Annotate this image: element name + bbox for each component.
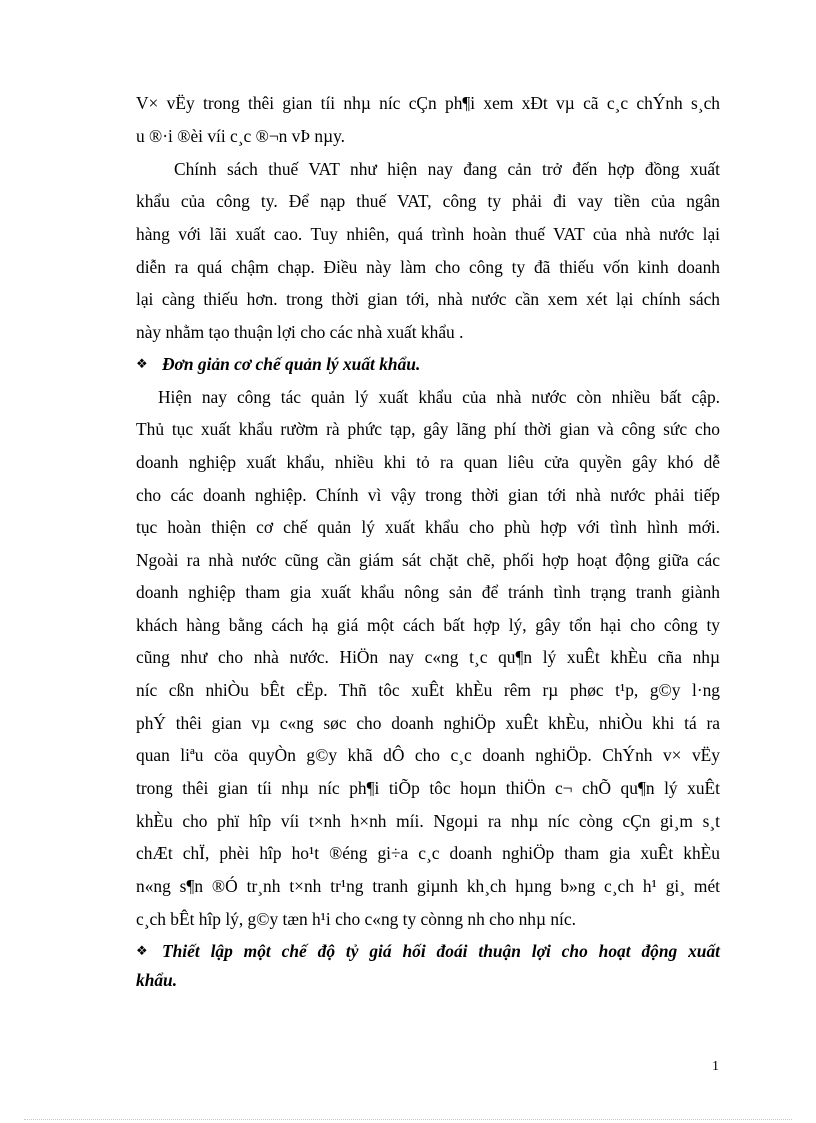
text-line: tục hoàn thiện cơ chế quản lý xuất khẩu cho phù hợp với tình hình mới. — [136, 517, 720, 537]
text-line: Thủ tục xuất khẩu rườm rà phức tạp, gây lãng phí thời gian và công sức cho — [136, 419, 720, 439]
section-heading-text: Thiết lập một chế độ tỷ giá hối đoái thuận lợi cho hoạt động xuất — [162, 941, 720, 961]
section-heading — [136, 940, 720, 962]
section-heading-text: Đơn giản cơ chế quản lý xuất khẩu. — [162, 354, 421, 374]
text-line: chÆt chÏ, phèi hîp ho¹t ®éng gi÷a c¸c doanh nghiÖp tham gia xuÊt khÈu — [136, 843, 720, 863]
text-line: trong thêi gian tíi nhµ níc ph¶i tiÕp tôc hoµn thiÖn c¬ chÕ qu¶n lý xuÊt — [136, 778, 720, 798]
text-line: khÈu cho phï hîp víi t×nh h×nh míi. Ngoµi ra nhµ níc còng cÇn gi¸m s¸t — [136, 811, 720, 831]
text-line: c¸ch bÊt hîp lý, g©y tæn h¹i cho c«ng ty cònng nh cho nhµ níc. — [136, 909, 576, 929]
text-line: u ®·i ®èi víi c¸c ®¬n vÞ nµy. — [136, 126, 346, 146]
text-line: Hiện nay công tác quản lý xuất khẩu của nhà nước còn nhiều bất cập. — [158, 387, 720, 407]
text-line: Chính sách thuế VAT như hiện nay đang cản trở đến hợp đồng xuất — [174, 159, 720, 179]
text-line: cũng như cho nhà nước. HiÖn nay c«ng t¸c qu¶n lý xuÊt khÈu cña nhµ — [136, 647, 720, 667]
text-line: phÝ thêi gian vµ c«ng søc cho doanh nghiÖp xuÊt khÈu, nhiÒu khi tá ra — [136, 713, 720, 733]
text-line: níc cßn nhiÒu bÊt cËp. Thñ tôc xuÊt khÈu rêm rµ phøc t¹p, g©y l·ng — [136, 680, 720, 700]
section-heading-continuation: khẩu. — [136, 970, 178, 990]
text-line: khẩu của công ty. Để nạp thuế VAT, công ty phải đi vay tiền của ngân — [136, 191, 720, 211]
text-line: doanh nghiệp tham gia xuất khẩu nông sản để tránh tình trạng tranh giành — [136, 582, 720, 602]
text-line: hàng với lãi xuất cao. Tuy nhiên, quá trình hoàn thuế VAT của nhà nước lại — [136, 224, 720, 244]
text-line: quan liªu cöa quyÒn g©y khã dÔ cho c¸c doanh nghiÖp. ChÝnh v× vËy — [136, 745, 720, 765]
text-line: cho các doanh nghiệp. Chính vì vậy trong thời gian tới nhà nước phải tiếp — [136, 485, 720, 505]
page-bottom-rule — [24, 1119, 792, 1120]
text-line: V× vËy trong thêi gian tíi nhµ níc cÇn ph¶i xem xÐt vµ cã c¸c chÝnh s¸ch — [136, 93, 720, 113]
text-line: Ngoài ra nhà nước cũng cần giám sát chặt chẽ, phối hợp hoạt động giữa các — [136, 550, 720, 570]
text-line: lại càng thiếu hơn. trong thời gian tới, nhà nước cần xem xét lại chính sách — [136, 289, 720, 309]
text-line: này nhằm tạo thuận lợi cho các nhà xuất khẩu . — [136, 322, 464, 342]
diamond-bullet-icon: ❖ — [136, 943, 148, 958]
page-number: 1 — [712, 1059, 719, 1074]
text-line: n«ng s¶n ®Ó tr¸nh t×nh tr¹ng tranh giµnh kh¸ch hµng b»ng c¸ch h¹ gi¸ mét — [136, 876, 720, 896]
text-line: khách hàng bằng cách hạ giá một cách bất hợp lý, gây tổn hại cho công ty — [136, 615, 720, 635]
section-heading — [136, 353, 720, 375]
text-line: doanh nghiệp xuất khẩu, nhiều khi tỏ ra quan liêu cửa quyền gây khó dễ — [136, 452, 720, 472]
text-line: diễn ra quá chậm chạp. Điều này làm cho công ty đã thiếu vốn kinh doanh — [136, 257, 720, 277]
diamond-bullet-icon: ❖ — [136, 356, 148, 371]
